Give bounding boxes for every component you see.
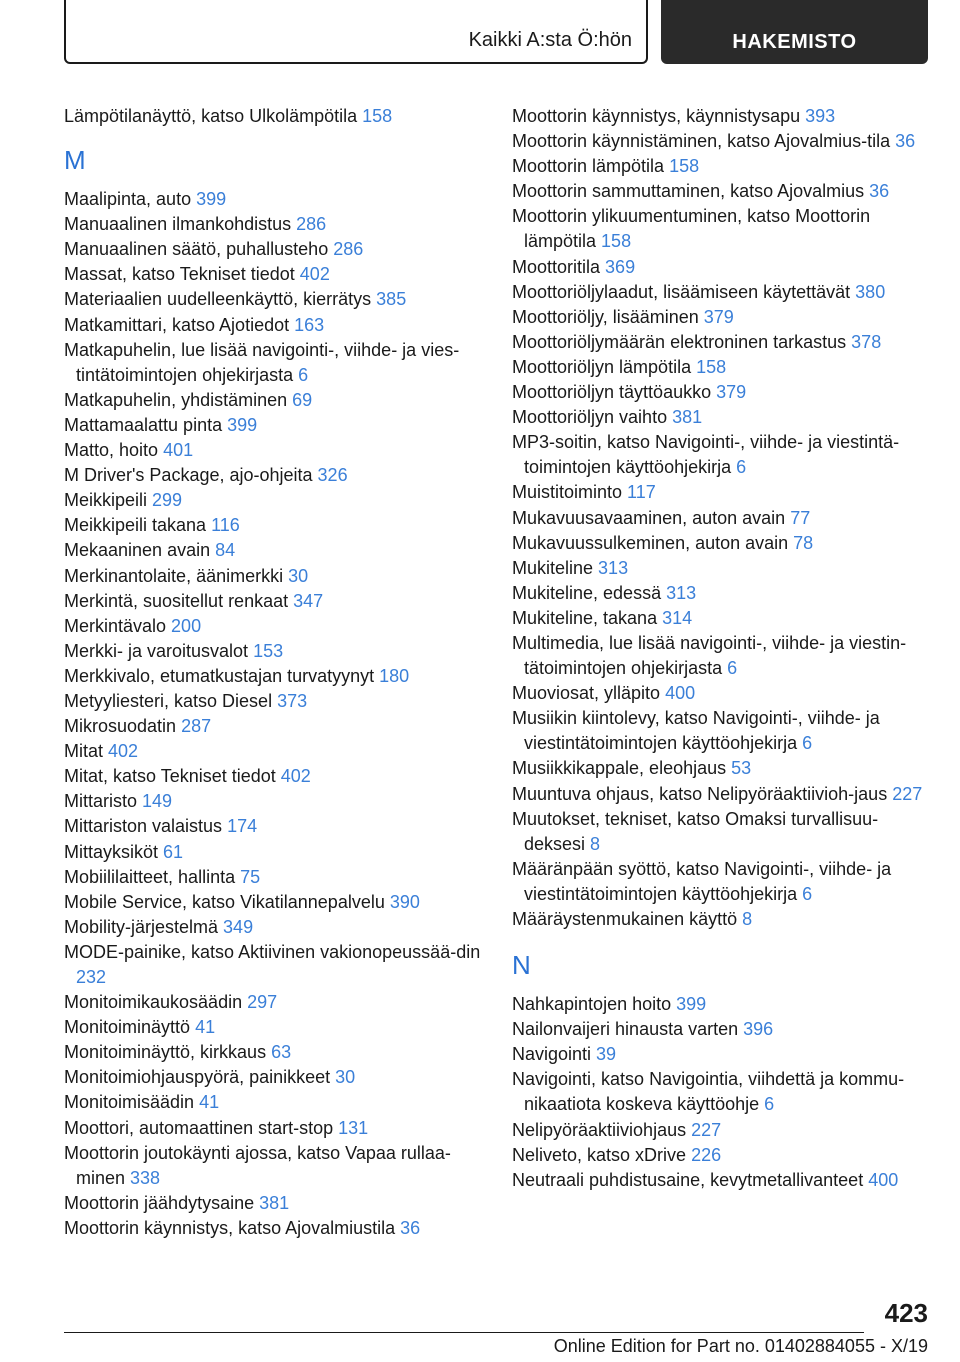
index-column-right [512,104,928,1193]
entry-text: Musiikin kiintolevy, katso Navigointi-, viihde- ja viestintätoimintojen käyttöohjekirja [512,708,880,754]
index-entry [64,764,484,789]
index-entry [64,1191,484,1216]
entry-text: Massat, katso Tekniset tiedot [64,264,300,285]
entry-text: Moottoriöljyn vaihto [512,407,673,428]
page-link[interactable]: 131 [338,1117,369,1138]
index-entry [64,940,484,990]
entry-text: Mittaristo [64,791,143,812]
page-link[interactable]: 30 [288,565,309,586]
entry-text: Navigointi [512,1044,597,1065]
page-link[interactable]: 149 [142,791,173,812]
entry-text: Moottorin joutokäynti ajossa, katso Vapaa rullaa‐minen [64,1142,451,1188]
index-entry [64,1090,484,1115]
entry-text: M Driver's Package, ajo-ohjeita [64,465,318,486]
entry-text: Lämpötilanäyttö, katso Ulkolämpötila [64,106,363,126]
entry-text: Neutraali puhdistusaine, kevytmetallivanteet [512,1169,869,1190]
page-link[interactable]: 158 [669,156,700,177]
index-entry [64,513,484,538]
entry-text: MODE-painike, katso Aktiivinen vakionopeussää‐din [64,941,481,962]
index-entry [512,1143,928,1168]
edition-footer: Online Edition for Part no. 01402884055 - X/19 [553,1336,928,1356]
index-entry [64,1216,484,1241]
page-link[interactable]: 117 [627,482,656,503]
index-entry [64,789,484,814]
section-letter: N [512,950,531,981]
page-link[interactable]: 286 [296,214,327,235]
page-link[interactable]: 379 [703,306,734,327]
page-link[interactable]: 8 [742,909,753,929]
index-entry [64,438,484,463]
page-link[interactable]: 158 [362,106,393,126]
page-link[interactable]: 78 [793,532,814,553]
index-entry [512,1017,928,1042]
entry-text: Mobility-järjestelmä [64,916,224,937]
entry-text: Metyyliesteri, katso Diesel [64,690,278,711]
index-entry [64,388,484,413]
page-link[interactable]: 6 [764,1094,775,1115]
entry-text: Monitoimisäädin [64,1092,200,1113]
page-link[interactable]: 399 [227,414,258,435]
page-link[interactable]: 36 [895,131,916,152]
page-link[interactable]: 6 [802,733,813,754]
entry-text: Muutokset, tekniset, katso Omaksi turvallisuu‐deksesi [512,808,879,854]
page-link[interactable]: 84 [215,540,236,561]
entry-text: Meikkipeili [64,490,153,511]
index-entry [512,581,928,606]
index-entry [512,380,928,405]
entry-text: Matto, hoito [64,440,164,461]
entry-text: Moottoriöljyn täyttöaukko [512,382,717,403]
index-entry [512,280,928,305]
index-entry [512,606,928,631]
page-link[interactable]: 8 [590,833,601,854]
index-entry [64,1065,484,1090]
entry-text: Maalipinta, auto [64,189,197,210]
index-entry [64,463,484,488]
entry-text: Muistitoiminto [512,482,628,503]
index-entry [64,413,484,438]
index-entry [64,187,484,212]
page-link[interactable]: 153 [253,640,284,661]
page-link[interactable]: 77 [790,507,811,528]
page-link[interactable]: 39 [596,1044,617,1065]
entry-text: Monitoimikaukosäädin [64,992,248,1013]
index-entry [512,807,928,857]
index-entry [64,739,484,764]
entry-text: Moottoriöljy, lisääminen [512,306,704,327]
entry-text: Mattamaalattu pinta [64,414,228,435]
entry-text: Materiaalien uudelleenkäyttö, kierrätys [64,289,377,310]
index-entry [512,430,928,480]
index-entry [512,255,928,280]
index-entry [64,814,484,839]
page-link[interactable]: 385 [376,289,407,310]
index-entry [512,782,928,807]
page-link[interactable]: 381 [672,407,703,428]
entry-text: Moottorin käynnistys, katso Ajovalmiustila [64,1217,401,1238]
entry-text: Moottorin lämpötila [512,156,670,177]
page-link[interactable]: 30 [335,1067,356,1088]
index-entry [64,840,484,865]
page-link[interactable]: 6 [802,883,813,904]
entry-text: Moottoriöljylaadut, lisäämiseen käytettävät [512,281,856,302]
page-link[interactable]: 232 [76,967,107,987]
entry-text: Monitoimiohjauspyörä, painikkeet [64,1067,336,1088]
page-link[interactable]: 379 [716,382,747,403]
page-link[interactable]: 36 [869,181,890,202]
page-link[interactable]: 200 [171,615,202,636]
entry-text: Mukiteline, edessä [512,582,667,603]
entry-text: Meikkipeili takana [64,515,212,536]
section-tab[interactable] [64,0,648,64]
page-link[interactable]: 338 [130,1167,161,1188]
page-link[interactable]: 180 [379,665,410,686]
index-entry [512,1067,928,1117]
entry-text: Musiikkikappale, eleohjaus [512,758,732,779]
index-entry [512,204,928,254]
entry-text: Moottoriöljyn lämpötila [512,356,697,377]
page-link[interactable]: 381 [259,1192,290,1213]
entry-text: Manuaalinen ilmankohdistus [64,214,297,235]
entry-text: Monitoiminäyttö [64,1017,196,1038]
index-entry [512,1118,928,1143]
page-link[interactable]: 393 [805,106,836,126]
entry-text: Mikrosuodatin [64,716,182,737]
index-column-left [64,104,484,1241]
index-tab-label: HAKEMISTO [732,31,857,53]
page-link[interactable]: 69 [292,389,313,410]
index-entry [64,664,484,689]
entry-text: Nelipyöräaktiiviohjaus [512,1119,692,1140]
index-entry [512,480,928,505]
page-link[interactable]: 396 [743,1019,774,1040]
entry-text: Manuaalinen säätö, puhallusteho [64,239,334,260]
page-link[interactable]: 369 [605,256,636,277]
page-link[interactable]: 402 [108,741,139,762]
index-entry [64,614,484,639]
page-link[interactable]: 390 [389,891,420,912]
index-entry [64,589,484,614]
entry-text: Merkinantolaite, äänimerkki [64,565,289,586]
index-entry [64,689,484,714]
page-link[interactable]: 399 [676,994,707,1015]
index-entry [512,857,928,907]
page-link[interactable]: 61 [163,841,184,862]
entry-text: Määräystenmukainen käyttö [512,909,743,929]
page-number: 423 [884,1298,928,1328]
page-link[interactable]: 41 [195,1017,216,1038]
index-entry [64,338,484,388]
page-link[interactable]: 286 [333,239,364,260]
entry-text: Multimedia, lue lisää navigointi-, viihde- ja viestin‐tätoimintojen ohjekirjasta [512,632,907,679]
index-entry [512,104,928,129]
page-link[interactable]: 174 [227,816,258,837]
page-link[interactable]: 75 [240,866,261,887]
entry-text: Mitat, katso Tekniset tiedot [64,766,281,787]
index-entry [512,756,928,781]
index-entry [512,355,928,380]
entry-text: Moottoriöljymäärän elektroninen tarkastus [512,331,852,352]
index-entry [64,1040,484,1065]
index-entry [64,564,484,589]
entry-text: Nahkapintojen hoito [512,994,677,1015]
index-entry [512,129,928,154]
page-link[interactable]: 349 [223,916,254,937]
index-entry [64,313,484,338]
entry-text: Mitat [64,741,109,762]
page-link[interactable]: 380 [855,281,886,302]
entry-text: Matkapuhelin, yhdistäminen [64,389,293,410]
page-link[interactable]: 163 [294,314,325,335]
entry-text: Matkamittari, katso Ajotiedot [64,314,295,335]
index-entry [64,237,484,262]
index-entry [64,1141,484,1191]
index-entry [64,488,484,513]
index-entry [64,212,484,237]
page-link[interactable]: 287 [181,716,212,737]
page-link[interactable]: 226 [691,1144,722,1165]
entry-text: Mukavuusavaaminen, auton avain [512,507,791,528]
entry-text: Merkki- ja varoitusvalot [64,640,254,661]
page-link[interactable]: 158 [696,356,727,377]
index-entry [64,714,484,739]
entry-text: Merkintävalo [64,615,172,636]
entry-text: Monitoiminäyttö, kirkkaus [64,1042,272,1063]
index-entry [512,681,928,706]
index-entry [64,990,484,1015]
page-link[interactable]: 297 [247,992,278,1013]
entry-text: Nailonvaijeri hinausta varten [512,1019,744,1040]
index-tab[interactable] [661,0,928,64]
page-link[interactable]: 227 [691,1119,722,1140]
index-entry [64,538,484,563]
page-link[interactable]: 399 [196,189,227,210]
page-link[interactable]: 53 [731,758,752,779]
index-entry [64,1116,484,1141]
page-link[interactable]: 400 [868,1169,899,1190]
page-link[interactable]: 313 [598,557,629,578]
entry-text: Muoviosat, ylläpito [512,683,666,704]
page-link[interactable]: 36 [400,1217,421,1238]
index-entry [512,405,928,430]
page-link[interactable]: 313 [666,582,697,603]
page-link[interactable]: 6 [298,364,309,385]
index-entry [64,915,484,940]
entry-text: Mekaaninen avain [64,540,216,561]
entry-text: Mukiteline, takana [512,607,663,628]
index-entry [512,907,928,932]
index-entry [64,890,484,915]
entry-text: Moottorin käynnistys, käynnistysapu [512,106,806,126]
page-link[interactable]: 41 [199,1092,220,1113]
page-link[interactable]: 373 [277,690,308,711]
entry-text: Mittariston valaistus [64,816,228,837]
page-link[interactable]: 227 [892,783,923,804]
index-entry [64,639,484,664]
index-entry [64,287,484,312]
entry-text: Navigointi, katso Navigointia, viihdettä ja kommu‐nikaatiota koskeva käyttöohje [512,1069,905,1115]
entry-text: Mobiililaitteet, hallinta [64,866,241,887]
entry-text: Moottorin sammuttaminen, katso Ajovalmius [512,181,870,202]
entry-text: Moottori, automaattinen start-stop [64,1117,339,1138]
page-link[interactable]: 400 [665,683,696,704]
entry-text: Määränpään syöttö, katso Navigointi-, viihde- ja viestintätoimintojen käyttöohjekirja [512,858,892,904]
entry-text: Merkkivalo, etumatkustajan turvatyynyt [64,665,380,686]
index-entry [512,305,928,330]
entry-text: Mukavuussulkeminen, auton avain [512,532,794,553]
index-entry [512,506,928,531]
page-link[interactable]: 158 [601,231,632,252]
footer-divider [64,1332,864,1333]
page-link[interactable]: 378 [851,331,882,352]
index-entry [512,531,928,556]
entry-text: Moottorin ylikuumentuminen, katso Moottorin lämpötila [512,206,871,252]
page-link[interactable]: 347 [293,590,324,611]
index-entry [512,992,928,1017]
entry-text: Muuntuva ohjaus, katso Nelipyöräaktiivioh‐jaus [512,783,893,804]
index-entry [512,631,928,681]
page-link[interactable]: 299 [152,490,183,511]
index-entry [512,154,928,179]
page-link[interactable]: 6 [727,658,738,679]
index-entry [64,104,484,129]
index-entry [512,179,928,204]
page-link[interactable]: 314 [662,607,693,628]
index-entry [512,556,928,581]
index-entry [512,330,928,355]
index-entry [64,1015,484,1040]
entry-text: MP3-soitin, katso Navigointi-, viihde- ja viestintä‐toimintojen käyttöohjekirja [512,432,900,478]
entry-text: Merkintä, suositellut renkaat [64,590,294,611]
page-link[interactable]: 401 [163,440,194,461]
entry-text: Moottorin käynnistäminen, katso Ajovalmius‐tila [512,131,896,152]
section-letter: M [64,145,86,176]
page-link[interactable]: 326 [317,465,348,486]
page-header [64,0,928,64]
index-entry [512,706,928,756]
page-link[interactable]: 63 [271,1042,292,1063]
entry-text: Mukiteline [512,557,599,578]
entry-text: Neliveto, katso xDrive [512,1144,692,1165]
entry-text: Moottoritila [512,256,606,277]
index-entry [512,1042,928,1067]
index-entry [64,865,484,890]
entry-text: Mobile Service, katso Vikatilannepalvelu [64,891,390,912]
section-tab-label: Kaikki A:sta Ö:hön [468,29,632,51]
entry-text: Moottorin jäähdytysaine [64,1192,260,1213]
page-link[interactable]: 116 [211,515,240,536]
page-link[interactable]: 402 [280,766,311,787]
entry-text: Matkapuhelin, lue lisää navigointi-, viihde- ja vies‐tintätoimintojen ohjekirjasta [64,339,460,385]
page-link[interactable]: 402 [299,264,330,285]
index-entry [512,1168,928,1193]
index-entry [64,262,484,287]
entry-text: Mittayksiköt [64,841,164,862]
page-link[interactable]: 6 [736,457,747,478]
